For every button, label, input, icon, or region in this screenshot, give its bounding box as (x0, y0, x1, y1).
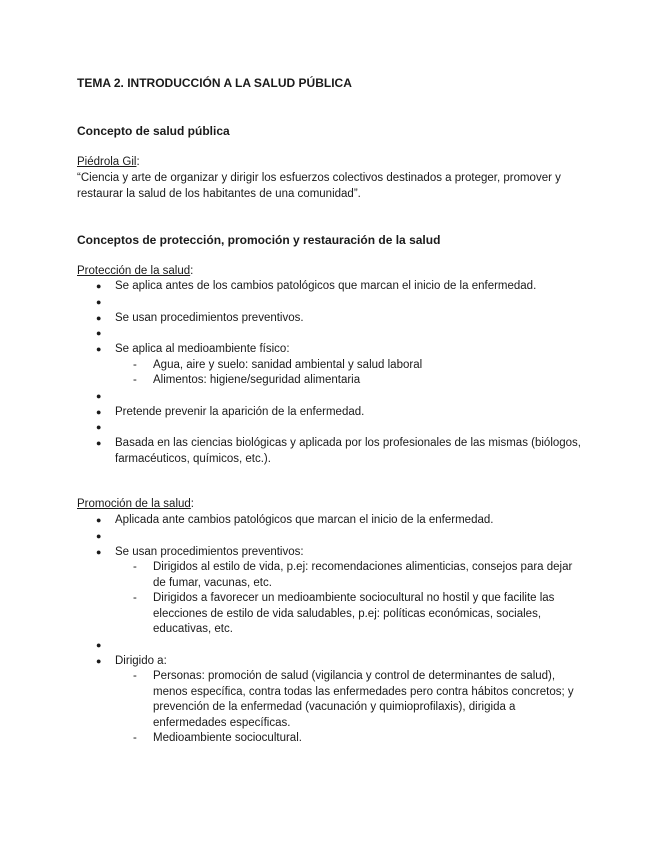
list-item: ● Se aplica antes de los cambios patológicos que marcan el inicio de la enfermedad. (77, 279, 587, 295)
proteccion-list (77, 279, 587, 467)
spacer (77, 638, 587, 654)
spacer (77, 295, 587, 311)
list-item: ● Pretende prevenir la aparición de la enfermedad. (77, 405, 587, 421)
spacer (77, 529, 587, 545)
list-item: ● Se usan procedimientos preventivos. (77, 311, 587, 327)
list-item: ● Se aplica al medioambiente físico: - Agua, aire y suelo: sanidad ambiental y salud laboral - Alimentos: higiene/seguridad alimentaria (77, 342, 587, 389)
promocion-suffix: : (190, 498, 194, 510)
promocion-list (77, 513, 587, 747)
spacer (77, 389, 587, 405)
sublist-item: - Personas: promoción de salud (vigilancia y control de determinantes de salud), menos específica, contra todas las enfermedades pero contra hábitos concretos; y prevención de la enfermedad (vacunación y quimioprofilaxis), dirigida a enfermedades específicas. (115, 669, 587, 731)
section-heading-conceptos: Conceptos de protección, promoción y restauración de la salud (77, 233, 441, 247)
section-heading-concepto: Concepto de salud pública (77, 124, 230, 138)
sublist (115, 669, 587, 747)
proteccion-suffix: : (190, 265, 194, 277)
proteccion-label-line (77, 264, 582, 280)
spacer (77, 420, 587, 436)
list-item: ● Dirigido a: - Personas: promoción de salud (vigilancia y control de determinantes de salud), menos específica, contra todas las enfermedades pero contra hábitos concretos; y prevención de la enfermedad (vacunación y quimioprofilaxis), dirigida a enfermedades específicas. - Medioambiente sociocultural. (77, 654, 587, 747)
list-item: ● Basada en las ciencias biológicas y aplicada por los profesionales de las mismas (biólogos, farmacéuticos, químicos, etc.). (77, 436, 587, 467)
promocion-label: Promoción de la salud (77, 498, 191, 510)
sublist-item: - Alimentos: higiene/seguridad alimentaria (115, 373, 587, 389)
author-line (77, 155, 582, 171)
sublist (115, 560, 587, 638)
spacer (77, 326, 587, 342)
definition-quote: “Ciencia y arte de organizar y dirigir los esfuerzos colectivos destinados a proteger, promover y restaurar la salud de los habitantes de una comunidad”. (77, 172, 561, 200)
sublist (115, 358, 587, 389)
promocion-label-line (77, 497, 582, 513)
author-label: Piédrola Gil (77, 156, 137, 168)
proteccion-label: Protección de la salud (77, 265, 191, 277)
author-suffix: : (136, 156, 140, 168)
sublist-item: - Agua, aire y suelo: sanidad ambiental y salud laboral (115, 358, 587, 374)
sublist-item: - Dirigidos al estilo de vida, p.ej: recomendaciones alimenticias, consejos para dejar de fumar, vacunas, etc. (115, 560, 587, 591)
list-item: ● Se usan procedimientos preventivos: - Dirigidos al estilo de vida, p.ej: recomendaciones alimenticias, consejos para dejar de fumar, vacunas, etc. - Dirigidos a favorecer un medioambiente sociocultural no hostil y que facilite las elecciones de estilo de vida saludables, p.ej: políticas económicas, sociales, educativas, etc. (77, 545, 587, 638)
list-item: ● Aplicada ante cambios patológicos que marcan el inicio de la enfermedad. (77, 513, 587, 529)
page-title: TEMA 2. INTRODUCCIÓN A LA SALUD PÚBLICA (77, 76, 352, 90)
sublist-item: - Medioambiente sociocultural. (115, 731, 587, 747)
sublist-item: - Dirigidos a favorecer un medioambiente sociocultural no hostil y que facilite las elecciones de estilo de vida saludables, p.ej: políticas económicas, sociales, educativas, etc. (115, 591, 587, 638)
